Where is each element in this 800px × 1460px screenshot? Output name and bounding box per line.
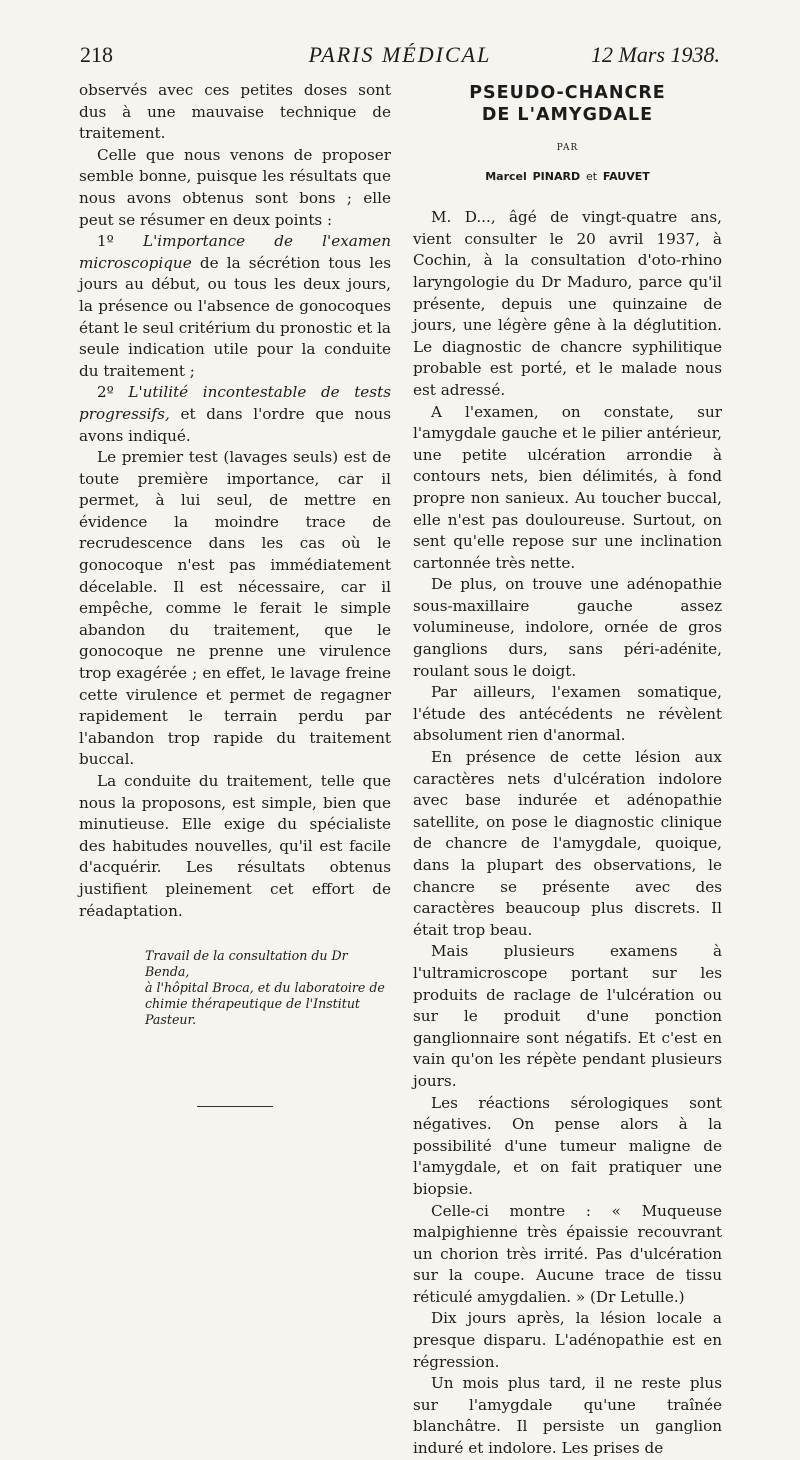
- author-name: FAUVET: [602, 169, 650, 183]
- running-header: [80, 42, 720, 72]
- author-name: Marcel PINARD: [485, 169, 581, 183]
- paragraph: Un mois plus tard, il ne reste plus sur l'amygdale qu'une traînée blanchâtre. Il persiste un ganglion induré et indolore. Les prises de: [413, 1374, 722, 1458]
- footnote: [145, 948, 391, 1028]
- left-column: [79, 80, 391, 1107]
- footnote-line: Travail de la consultation du Dr Benda,: [145, 948, 348, 980]
- list-number: 2º: [97, 383, 129, 402]
- article-title: [413, 82, 722, 126]
- footnote-line: Pasteur.: [145, 1012, 197, 1028]
- byline-par: PAR: [556, 143, 579, 153]
- paragraph-text: de la sécrétion tous les jours au début, ou tous les deux jours, la présence ou l'absence de gonocoques étant le seul critérium du pronostic et la seule indication utile pour la conduite du traitement ;: [79, 253, 391, 380]
- journal-title: PARIS MÉDICAL: [308, 42, 492, 67]
- paragraph: [79, 231, 391, 382]
- issue-date: 12 Mars 1938.: [591, 42, 720, 67]
- page-number: 218: [80, 42, 113, 67]
- paragraph: observés avec ces petites doses sont dus à une mauvaise technique de traitement.: [79, 81, 391, 143]
- paragraph: Le premier test (lavages seuls) est de toute première importance, car il permet, à lui seul, de mettre en évidence la moindre trace de recrudescence dans les cas où le gonocoque n'est pas immédiatement décelable. Il est nécessaire, car il empêche, comme le ferait le simple abandon du traitement, que le gonocoque ne prenne une virulence trop exagérée ; en effet, le lavage freine cette virulence et permet de regagner rapidement le terrain perdu par l'abandon trop rapide du traitement buccal.: [79, 448, 391, 769]
- emphasis-text: L'importance de l'examen microscopique: [79, 232, 391, 272]
- footnote-line: à l'hôpital Broca, et du laboratoire de: [145, 980, 385, 996]
- footnote-line: chimie thérapeutique de l'Institut: [145, 996, 360, 1012]
- paragraph: Celle-ci montre : « Muqueuse malpighienne très épaissie recouvrant un chorion très irrité. Pas d'ulcération sur la coupe. Aucune trace de tissu réticulé amygdalien. » (Dr Letulle.): [413, 1201, 722, 1306]
- emphasis-text: L'utilité incontestable de tests progressifs,: [79, 383, 391, 423]
- paragraph: [79, 382, 391, 447]
- paragraph: De plus, on trouve une adénopathie sous-maxillaire gauche assez volumineuse, indolore, ornée de gros ganglions durs, sans péri-adénite, roulant sous le doigt.: [413, 575, 722, 680]
- paragraph: La conduite du traitement, telle que nous la proposons, est simple, bien que minutieuse. Elle exige du spécialiste des habitudes nouvelles, qu'il est facile d'acquérir. Les résultats obtenus justifient pleinement cet effort de réadaptation.: [79, 772, 391, 920]
- paragraph: Dix jours après, la lésion locale a presque disparu. L'adénopathie est en régression.: [413, 1309, 722, 1371]
- paragraph: Par ailleurs, l'examen somatique, l'étude des antécédents ne révèlent absolument rien d'anormal.: [413, 683, 722, 745]
- authors: [413, 166, 722, 188]
- paragraph: Les réactions sérologiques sont négatives. On pense alors à la possibilité d'une tumeur maligne de l'amygdale, et on fait pratiquer une biopsie.: [413, 1093, 722, 1198]
- right-column: [413, 80, 722, 1460]
- paragraph-text: et dans l'ordre que nous avons indiqué.: [79, 404, 391, 445]
- paragraph: Mais plusieurs examens à l'ultramicroscope portant sur les produits de raclage de l'ulcération ou sur le produit d'une ponction ganglionnaire sont négatifs. Et c'est en vain qu'on les répète pendant plusieurs jours.: [413, 942, 722, 1090]
- title-line: DE L'AMYGDALE: [481, 105, 654, 125]
- paragraph: M. D..., âgé de vingt-quatre ans, vient consulter le 20 avril 1937, à Cochin, à la consultation d'oto-rhino laryngologie du Dr Maduro, parce qu'il présente, depuis une quinzaine de jours, une légère gêne à la déglutition. Le diagnostic de chancre syphilitique probable est porté, et le malade nous est adressé.: [413, 208, 722, 399]
- paragraph: Celle que nous venons de proposer semble bonne, puisque les résultats que nous avons obtenus sont bons ; elle peut se résumer en deux points :: [79, 145, 391, 229]
- author-conjunction: et: [585, 169, 598, 183]
- section-divider: [197, 1106, 273, 1107]
- list-number: 1º: [97, 232, 143, 251]
- paragraph: A l'examen, on constate, sur l'amygdale gauche et le pilier antérieur, une petite ulcération arrondie à contours nets, bien délimités, à fond propre non sanieux. Au toucher buccal, elle n'est pas douloureuse. Surtout, on sent qu'elle repose sur une inclination cartonnée très nette.: [413, 402, 722, 572]
- paragraph: En présence de cette lésion aux caractères nets d'ulcération indolore avec base indurée et adénopathie satellite, on pose le diagnostic clinique de chancre de l'amygdale, quoique, dans la plupart des observations, le chancre se présente avec des caractères beaucoup plus discrets. Il était trop beau.: [413, 748, 722, 939]
- title-line: PSEUDO-CHANCRE: [469, 83, 666, 103]
